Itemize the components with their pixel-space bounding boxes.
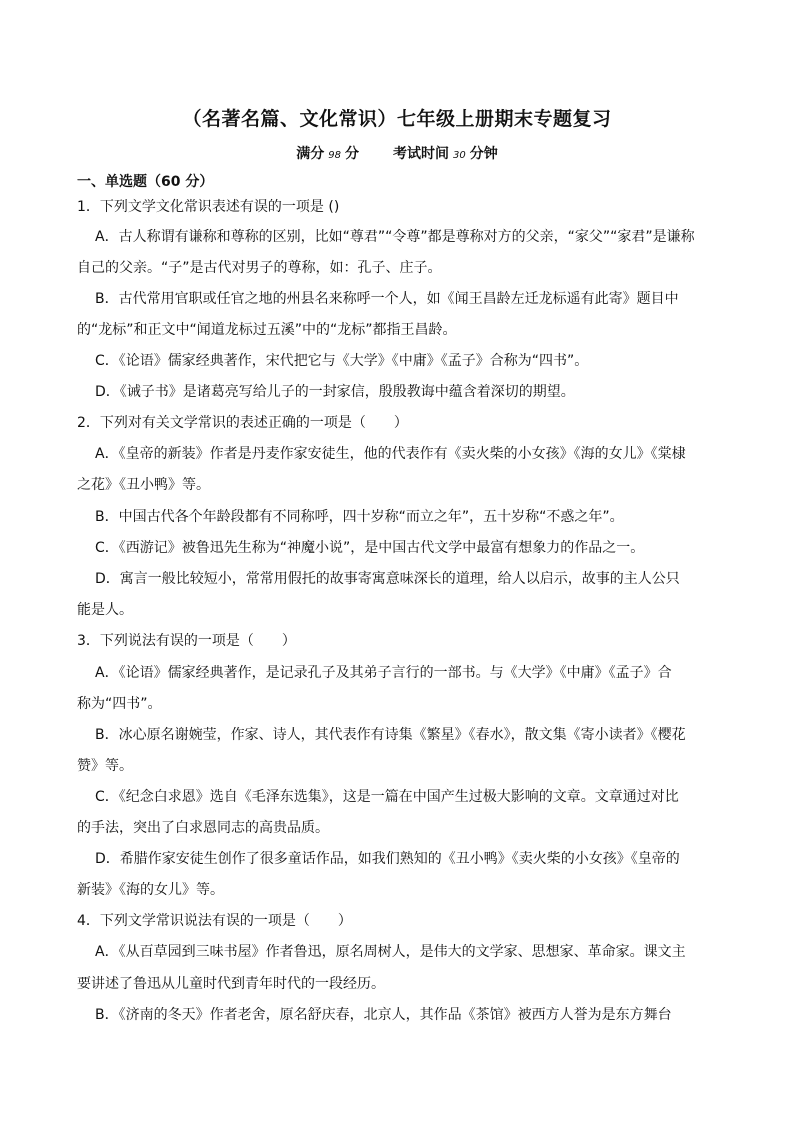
- time-value: 30: [453, 150, 466, 161]
- question-4-option-a-cont: 要讲述了鲁迅从儿童时代到青年时代的一段经历。: [77, 976, 385, 992]
- question-1-option-a-cont: 自己的父亲。“子”是古代对男子的尊称，如：孔子、庄子。: [77, 260, 442, 276]
- question-3-stem: 3．下列说法有误的一项是（ ）: [77, 633, 296, 649]
- question-3-option-a-cont: 称为“四书”。: [77, 696, 162, 712]
- question-2-option-a-cont: 之花》《丑小鸭》等。: [77, 477, 210, 493]
- question-1-option-c: C．《论语》儒家经典著作，宋代把它与《大学》《中庸》《孟子》合称为“四书”。: [95, 353, 589, 369]
- question-4-option-a: A．《从百草园到三味书屋》作者鲁迅，原名周树人，是伟大的文学家、思想家、革命家。课文主: [95, 944, 686, 960]
- question-2-option-b: B．中国古代各个年龄段都有不同称呼，四十岁称“而立之年”，五十岁称“不惑之年”。: [95, 509, 624, 525]
- question-2-option-a: A．《皇帝的新装》作者是丹麦作家安徒生，他的代表作有《卖火柴的小女孩》《海的女儿》《棠棣: [95, 446, 686, 462]
- exam-info: [0, 143, 794, 163]
- question-1-option-a: A．古人称谓有谦称和尊称的区别，比如“尊君”“令尊”都是尊称对方的父亲，“家父”“家君”是谦称: [95, 229, 695, 245]
- question-1-option-b: B．古代常用官职或任官之地的州县名来称呼一个人，如《闻王昌龄左迁龙标遥有此寄》题目中: [95, 291, 679, 307]
- section-heading: 一、单选题（60 分）: [77, 174, 214, 190]
- question-3-option-c: C．《纪念白求恩》选自《毛泽东选集》，这是一篇在中国产生过极大影响的文章。文章通过对比: [95, 789, 679, 805]
- score-unit: 分: [345, 146, 359, 162]
- question-1-option-d: D．《诫子书》是诸葛亮写给儿子的一封家信，殷殷教诲中蕴含着深切的期望。: [95, 384, 575, 400]
- question-3-option-c-cont: 的手法，突出了白求恩同志的高贵品质。: [77, 820, 329, 836]
- score-value: 98: [328, 150, 341, 161]
- question-2-option-c: C．《西游记》被鲁迅先生称为“神魔小说”，是中国古代文学中最富有想象力的作品之一。: [95, 540, 645, 556]
- question-3-option-d: D．希腊作家安徒生创作了很多童话作品，如我们熟知的《丑小鸭》《卖火柴的小女孩》《皇帝的: [95, 851, 680, 867]
- time-label: 考试时间: [393, 146, 449, 162]
- question-4-option-b: B．《济南的冬天》作者老舍，原名舒庆春，北京人，其作品《茶馆》被西方人誉为是东方舞台: [95, 1007, 672, 1023]
- question-3-option-b-cont: 赞》等。: [77, 758, 133, 774]
- page-title: （名著名篇、文化常识）七年级上册期末专题复习: [182, 108, 612, 130]
- question-3-option-d-cont: 新装》《海的女儿》等。: [77, 882, 224, 898]
- score-label: 满分: [296, 146, 325, 162]
- question-2-option-d: D．寓言一般比较短小，常常用假托的故事寄寓意味深长的道理，给人以启示，故事的主人公只: [95, 571, 680, 587]
- question-2-stem: 2．下列对有关文学常识的表述正确的一项是（ ）: [77, 415, 408, 431]
- question-1-stem: 1．下列文学文化常识表述有误的一项是 (): [77, 199, 340, 215]
- question-4-stem: 4．下列文学常识说法有误的一项是（ ）: [77, 913, 352, 929]
- question-3-option-a: A．《论语》儒家经典著作，是记录孔子及其弟子言行的一部书。与《大学》《中庸》《孟子》合: [95, 665, 672, 681]
- question-3-option-b: B．冰心原名谢婉莹，作家、诗人，其代表作有诗集《繁星》《春水》，散文集《寄小读者》《樱花: [95, 727, 686, 743]
- time-unit: 分钟: [469, 146, 498, 162]
- question-2-option-d-cont: 能是人。: [77, 602, 133, 618]
- question-1-option-b-cont: 的“龙标”和正文中“闻道龙标过五溪”中的“龙标”都指王昌龄。: [77, 322, 457, 338]
